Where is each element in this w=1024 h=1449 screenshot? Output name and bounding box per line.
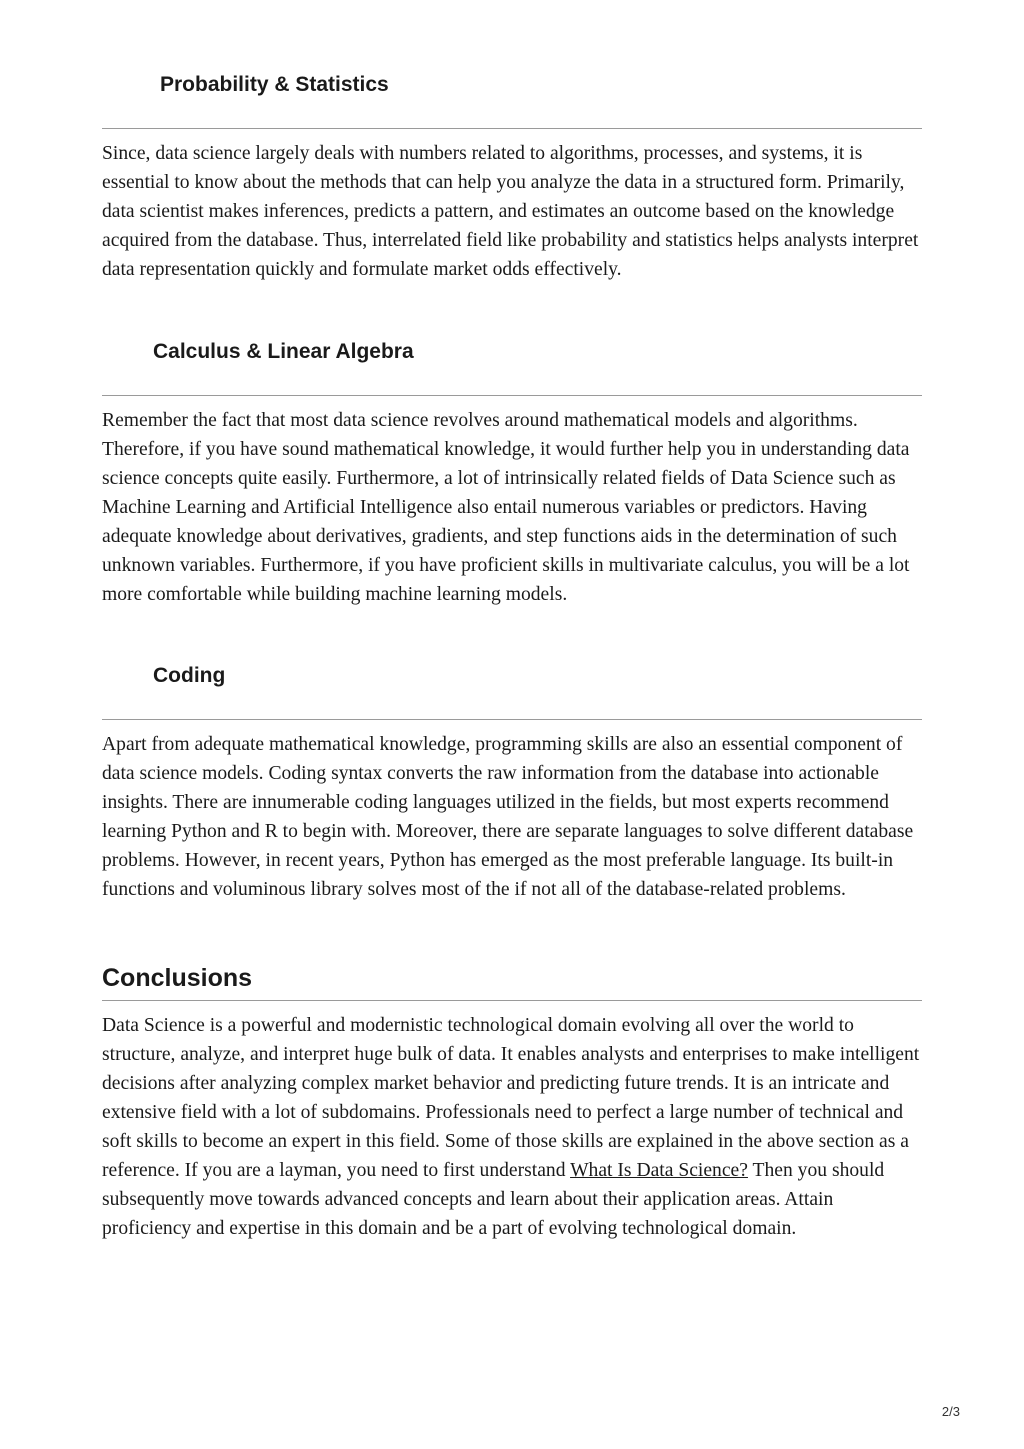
section-heading-calculus-linear-algebra: Calculus & Linear Algebra [153, 340, 414, 363]
section-heading-probability-statistics: Probability & Statistics [160, 73, 389, 96]
section-body-calculus-linear-algebra: Remember the fact that most data science revolves around mathematical models and algorithms. Therefore, if you have sound mathematical knowledge, it would further help you in understanding data science concepts quite easily. Furthermore, a lot of intrinsically related fields of Data Science such as Machine Learning and Artificial Intelligence also entail numerous variables or predictors. Having adequate knowledge about derivatives, gradients, and step functions aids in the determination of such unknown variables. Furthermore, if you have proficient skills in multivariate calculus, you will be a lot more comfortable while building machine learning models. [102, 410, 910, 605]
what-is-data-science-link[interactable]: What Is Data Science? [570, 1160, 748, 1181]
section-body-coding: Apart from adequate mathematical knowledge, programming skills are also an essential component of data science models. Coding syntax converts the raw information from the database into actionable insights. There are innumerable coding languages utilized in the fields, but most experts recommend learning Python and R to begin with. Moreover, there are separate languages to solve different database problems. However, in recent years, Python has emerged as the most preferable language. Its built-in functions and voluminous library solves most of the if not all of the database-related problems. [102, 734, 914, 900]
section-heading-coding: Coding [153, 664, 226, 687]
conclusions-divider [102, 1000, 922, 1001]
conclusions-body [102, 1011, 922, 1243]
section-divider [102, 395, 922, 396]
page-number: 2/3 [941, 1404, 960, 1419]
conclusions-heading: Conclusions [102, 964, 253, 992]
section-divider [102, 719, 922, 720]
conclusions-body-text: Data Science is a powerful and modernistic technological domain evolving all over the world to structure, analyze, and interpret huge bulk of data. It enables analysts and enterprises to make intelligent decisions after analyzing complex market behavior and predicting future trends. It is an intricate and extensive field with a lot of subdomains. Professionals need to perfect a large number of technical and soft skills to become an expert in this field. Some of those skills are explained in the above section as a reference. If you are a layman, you need to first understand [102, 1015, 920, 1181]
conclusions-body-text-continued: Then you should subsequently move towards advanced concepts and learn about their application areas. Attain proficiency and expertise in this domain and be a part of evolving technological domain. [102, 1160, 885, 1239]
section-divider [102, 128, 922, 129]
section-body-probability-statistics: Since, data science largely deals with numbers related to algorithms, processes, and systems, it is essential to know about the methods that can help you analyze the data in a structured form. Primarily, data scientist makes inferences, predicts a pattern, and estimates an outcome based on the knowledge acquired from the database. Thus, interrelated field like probability and statistics helps analysts interpret data representation quickly and formulate market odds effectively. [102, 143, 919, 280]
